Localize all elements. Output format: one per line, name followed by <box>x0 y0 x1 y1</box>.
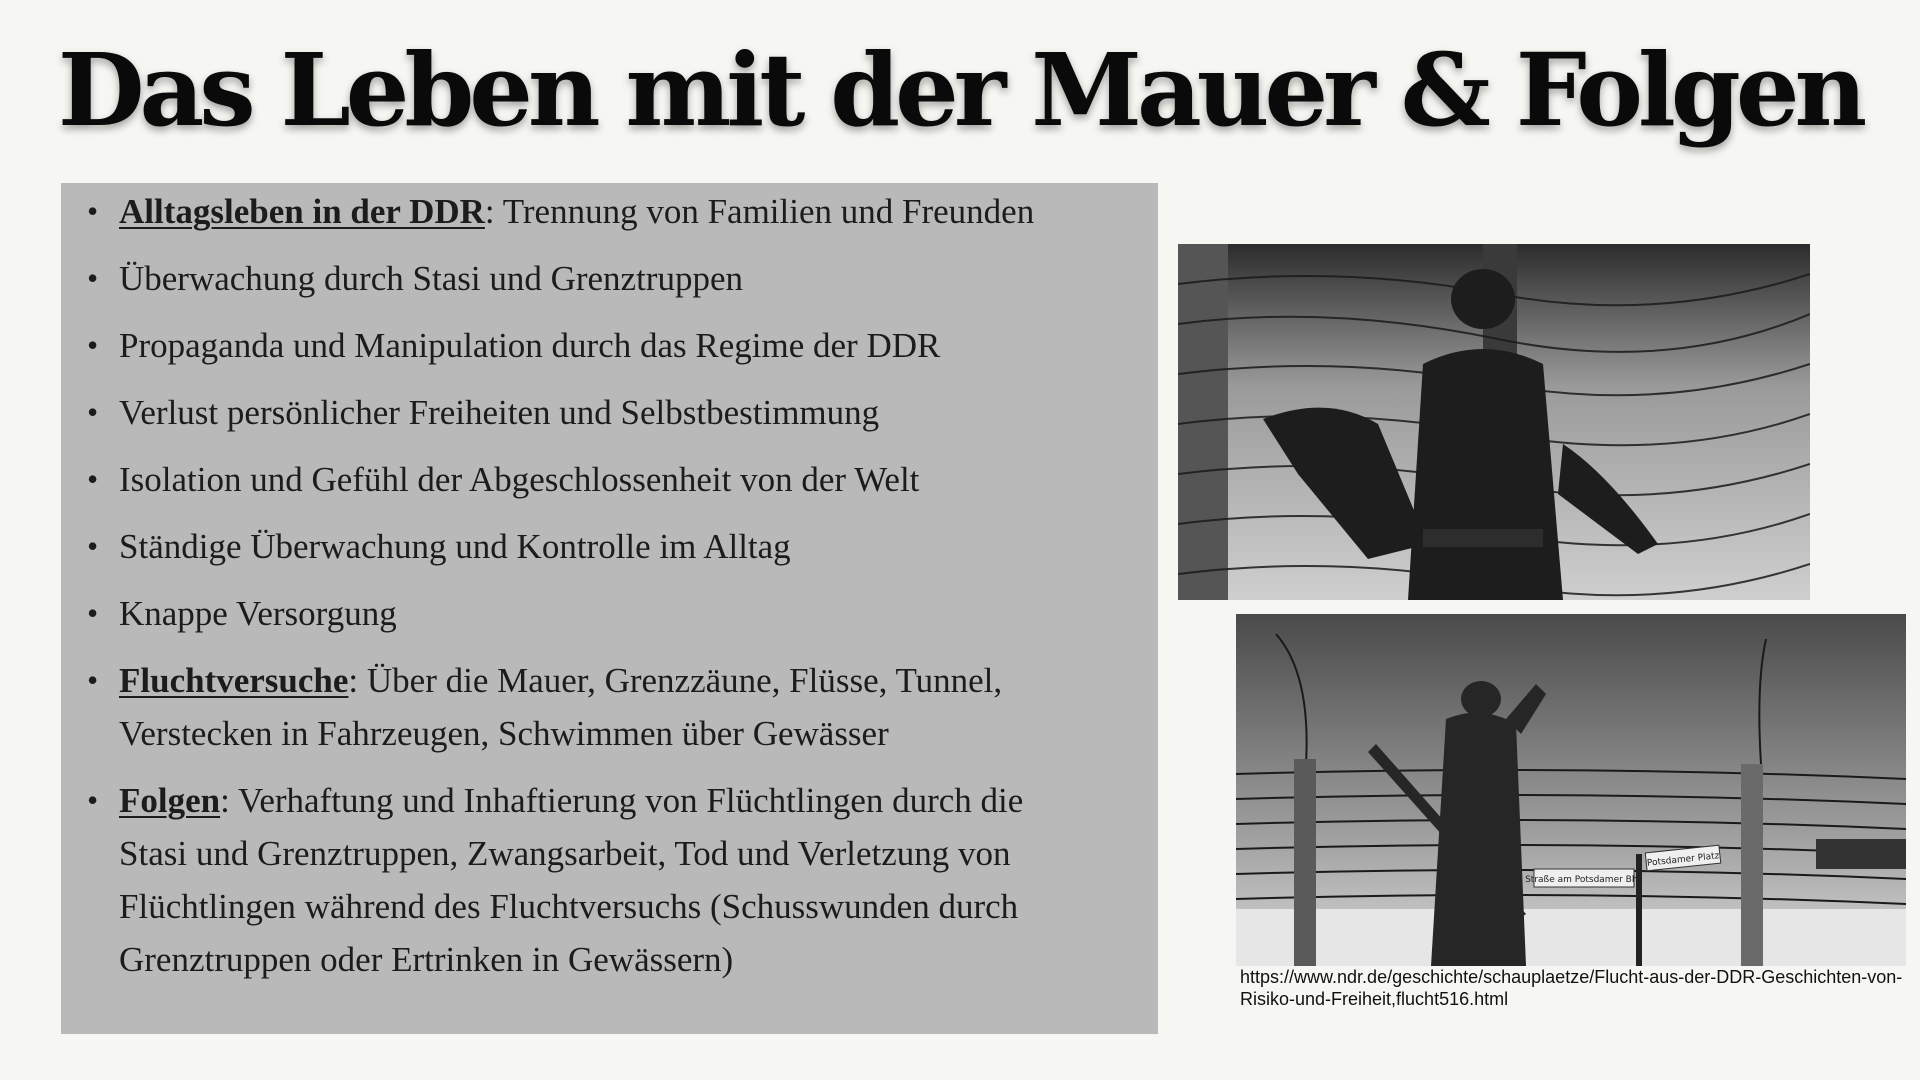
bullet-item <box>85 252 1098 305</box>
bullet-item <box>85 185 1098 238</box>
bullet-item <box>85 654 1098 760</box>
bullet-text: Überwachung durch Stasi und Grenztruppen <box>119 259 743 298</box>
photo-soldier-binoculars <box>1236 614 1906 966</box>
bullet-dot-icon: • <box>87 782 99 818</box>
photo-soldier-barbed-wire <box>1178 244 1810 600</box>
bullet-heading: Alltagsleben in der DDR <box>119 192 485 231</box>
bullet-text: Propaganda und Manipulation durch das Regime der DDR <box>119 326 941 365</box>
photo-soldier-barbed-wire-drawing <box>1178 244 1810 600</box>
street-sign-right: Potsdamer Platz <box>1646 851 1720 869</box>
bullet-item <box>85 319 1098 372</box>
bullet-dot-icon: • <box>87 327 99 363</box>
bullet-text: : Über die Mauer, Grenzzäune, Flüsse, Tunnel, Verstecken in Fahrzeugen, Schwimmen über Gewässer <box>119 661 1003 753</box>
image-source-caption: https://www.ndr.de/geschichte/schauplaetze/Flucht-aus-der-DDR-Geschichten-von-Risiko-und-Freiheit,flucht516.html <box>1240 967 1903 1009</box>
bullet-dot-icon: • <box>87 193 99 229</box>
photo-soldier-binoculars-drawing <box>1236 614 1906 966</box>
bullet-text: : Verhaftung und Inhaftierung von Flüchtlingen durch die Stasi und Grenztruppen, Zwangsarbeit, Tod und Verletzung von Flüchtlingen während des Fluchtversuchs (Schusswunden durch Grenztruppen oder Ertrinken in Gewässern) <box>119 781 1024 979</box>
bullet-item <box>85 587 1098 640</box>
bullet-text: Verlust persönlicher Freiheiten und Selbstbestimmung <box>119 393 880 432</box>
bullet-heading: Folgen <box>119 781 221 820</box>
bullet-dot-icon: • <box>87 528 99 564</box>
bullet-text: : Trennung von Familien und Freunden <box>484 192 1035 231</box>
bullet-text: Ständige Überwachung und Kontrolle im Alltag <box>119 527 791 566</box>
bullet-item <box>85 386 1098 439</box>
street-sign-left: Straße am Potsdamer Bhf. <box>1525 875 1643 885</box>
bullet-dot-icon: • <box>87 662 99 698</box>
slide-title: Das Leben mit der Mauer & Folgen <box>57 31 1863 149</box>
bullet-item <box>85 774 1098 986</box>
bullet-dot-icon: • <box>87 260 99 296</box>
bullet-list <box>85 185 1098 986</box>
bullet-dot-icon: • <box>87 595 99 631</box>
bullet-panel <box>61 183 1158 1034</box>
bullet-item <box>85 453 1098 506</box>
bullet-text: Isolation und Gefühl der Abgeschlossenheit von der Welt <box>119 460 920 499</box>
bullet-item <box>85 520 1098 573</box>
bullet-dot-icon: • <box>87 394 99 430</box>
bullet-text: Knappe Versorgung <box>119 594 397 633</box>
bullet-heading: Fluchtversuche <box>119 661 349 700</box>
bullet-dot-icon: • <box>87 461 99 497</box>
